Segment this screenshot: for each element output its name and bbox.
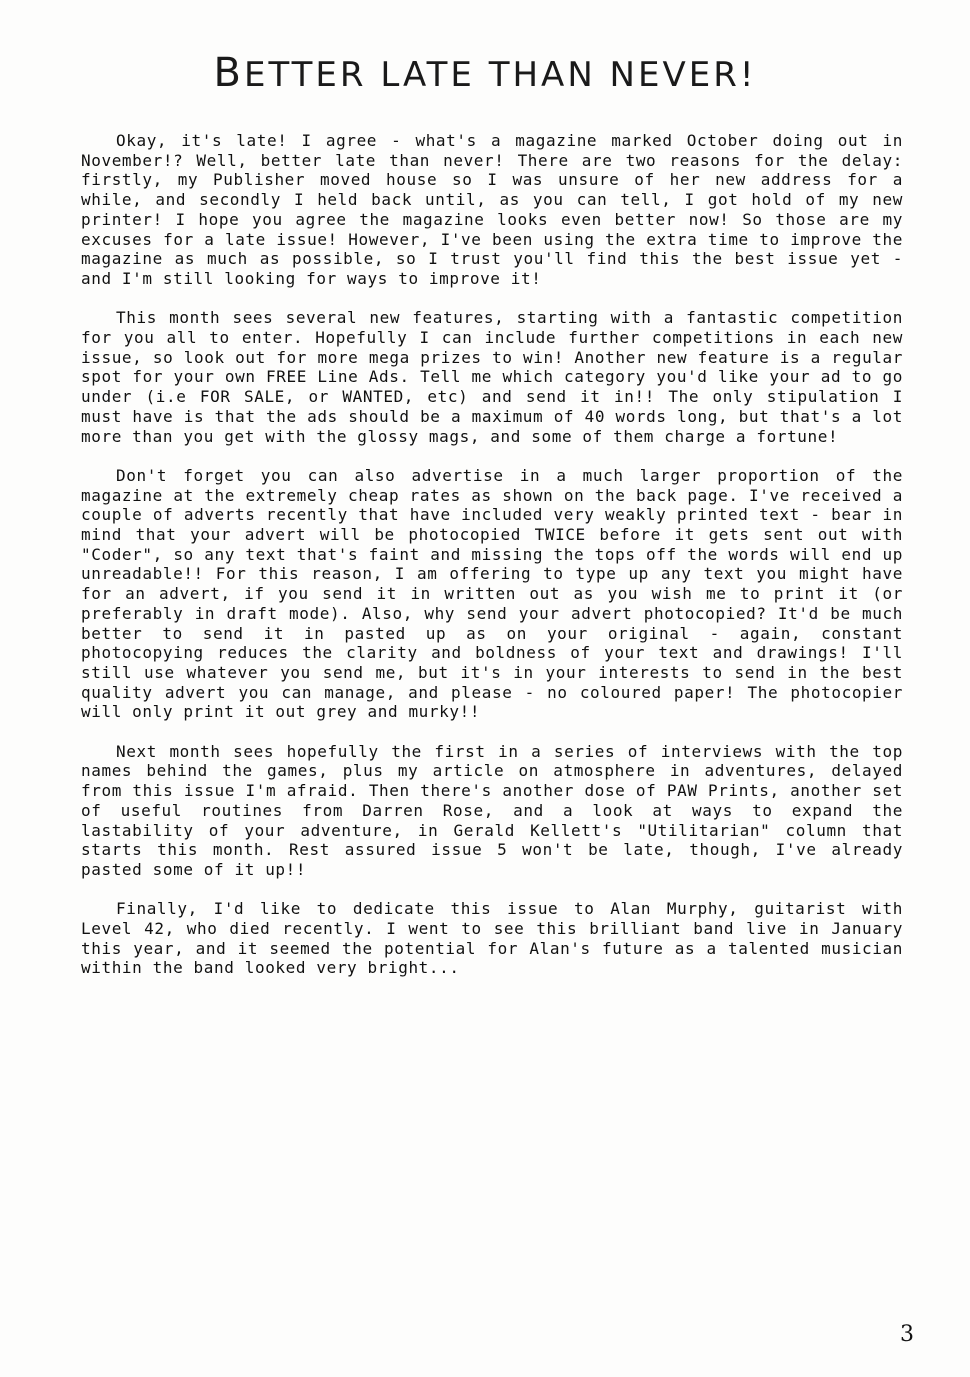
paragraph-new-features: This month sees several new features, starting with a fantastic competition for you all to enter. Hopefully I can include further competitions in each new issue, so look out for more mega prizes to win! Another new feature is a regular spot for your own FREE Line Ads. Tell me which category you'd like your ad to go under (i.e FOR SALE, or WANTED, etc) and send it in!! The only stipulation I must have is that the ads should be a maximum of 40 words long, but that's a lot more than you get with the glossy mags, and some of them charge a fortune! (81, 308, 903, 446)
page-title (0, 50, 970, 96)
title-lead-letter: B (213, 50, 244, 96)
paragraph-dedication: Finally, I'd like to dedicate this issue to Alan Murphy, guitarist with Level 42, who died recently. I went to see this brilliant band live in January this year, and it seemed the potential for Alan's future as a talented musician within the band looked very bright... (81, 899, 903, 978)
paragraph-advertising: Don't forget you can also advertise in a much larger proportion of the magazine at the extremely cheap rates as shown on the back page. I've received a couple of adverts recently that have included very weakly printed text - bear in mind that your advert will be photocopied TWICE before it gets sent out with "Coder", so any text that's faint and missing the tops off the words will end up unreadable!! For this reason, I am offering to type up any text you might have for an advert, if you send it in written out as you wish me to print it (or preferably in draft mode). Also, why send your advert photocopied? It'd be much better to send it in pasted up as on your original - again, constant photocopying reduces the clarity and boldness of your text and drawings! I'll still use whatever you send me, but it's in your interests to send in the best quality advert you can manage, and please - no coloured paper! The photocopier will only print it out grey and murky!! (81, 465, 903, 722)
paragraph-next-month: Next month sees hopefully the first in a series of interviews with the top names behind the games, plus my article on atmosphere in adventures, delayed from this issue I'm afraid. Then there's another dose of PAW Prints, another set of useful routines from Darren Rose, and a look at ways to expand the lastability of your adventure, in Gerald Kellett's "Utilitarian" column that starts this month. Rest assured issue 5 won't be late, though, I've already pasted some of it up!! (81, 741, 903, 879)
paragraph-intro: Okay, it's late! I agree - what's a magazine marked October doing out in November!? Well, better late than never! There are two reasons for the delay: firstly, my Publisher moved house so I was unsure of her new address for a while, and secondly I held back until, as you can tell, I got hold of my new printer! I hope you agree the magazine looks even better now! So those are my excuses for a late issue! However, I've been using the extra time to improve the magazine as much as possible, so I trust you'll find this the best issue yet - and I'm still looking for ways to improve it! (81, 131, 903, 288)
article-body (81, 131, 903, 998)
title-rest: ETTER LATE THAN NEVER! (243, 55, 757, 95)
page-number: 3 (900, 1322, 914, 1347)
